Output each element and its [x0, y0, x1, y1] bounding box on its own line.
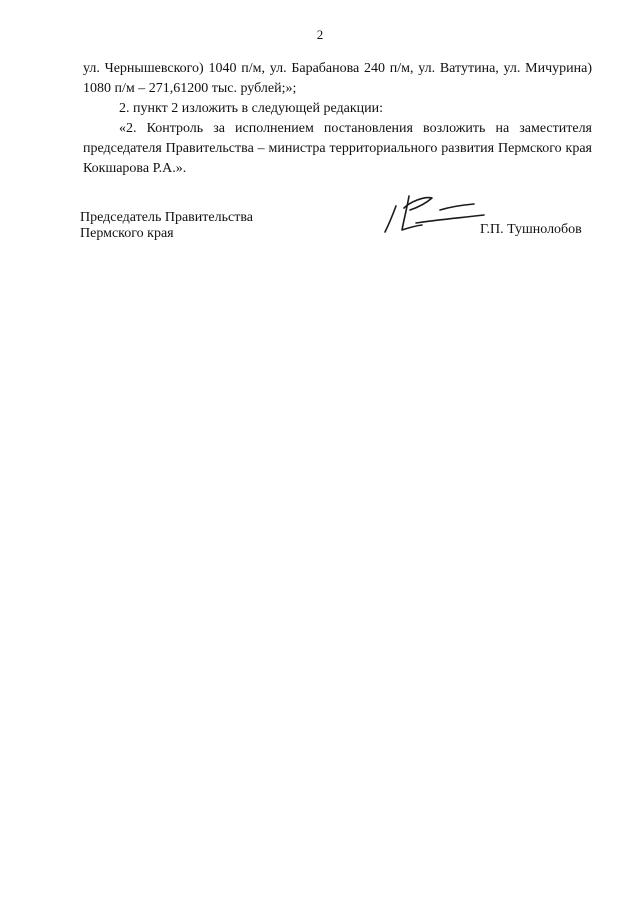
signer-title-line-2: Пермского края: [80, 226, 174, 241]
signer-name: Г.П. Тушнолобов: [480, 222, 582, 237]
document-body: [83, 59, 592, 179]
signer-title-line-1: Председатель Правительства: [80, 210, 253, 225]
page-number: 2: [316, 27, 324, 42]
signer-title: [80, 210, 253, 242]
paragraph-item-2: 2. пункт 2 изложить в следующей редакции:: [119, 101, 383, 116]
paragraph-continuation: ул. Чернышевского) 1040 п/м, ул. Барабанова 240 п/м, ул. Ватутина, ул. Мичурина) 1080 п/м – 271,61200 тыс. рублей;»;: [83, 61, 592, 96]
handwritten-signature: [380, 186, 490, 242]
paragraph-control-clause: «2. Контроль за исполнением постановления возложить на заместителя председателя Правительства – министра территориального развития Пермского края Кокшарова Р.А.».: [83, 121, 592, 176]
